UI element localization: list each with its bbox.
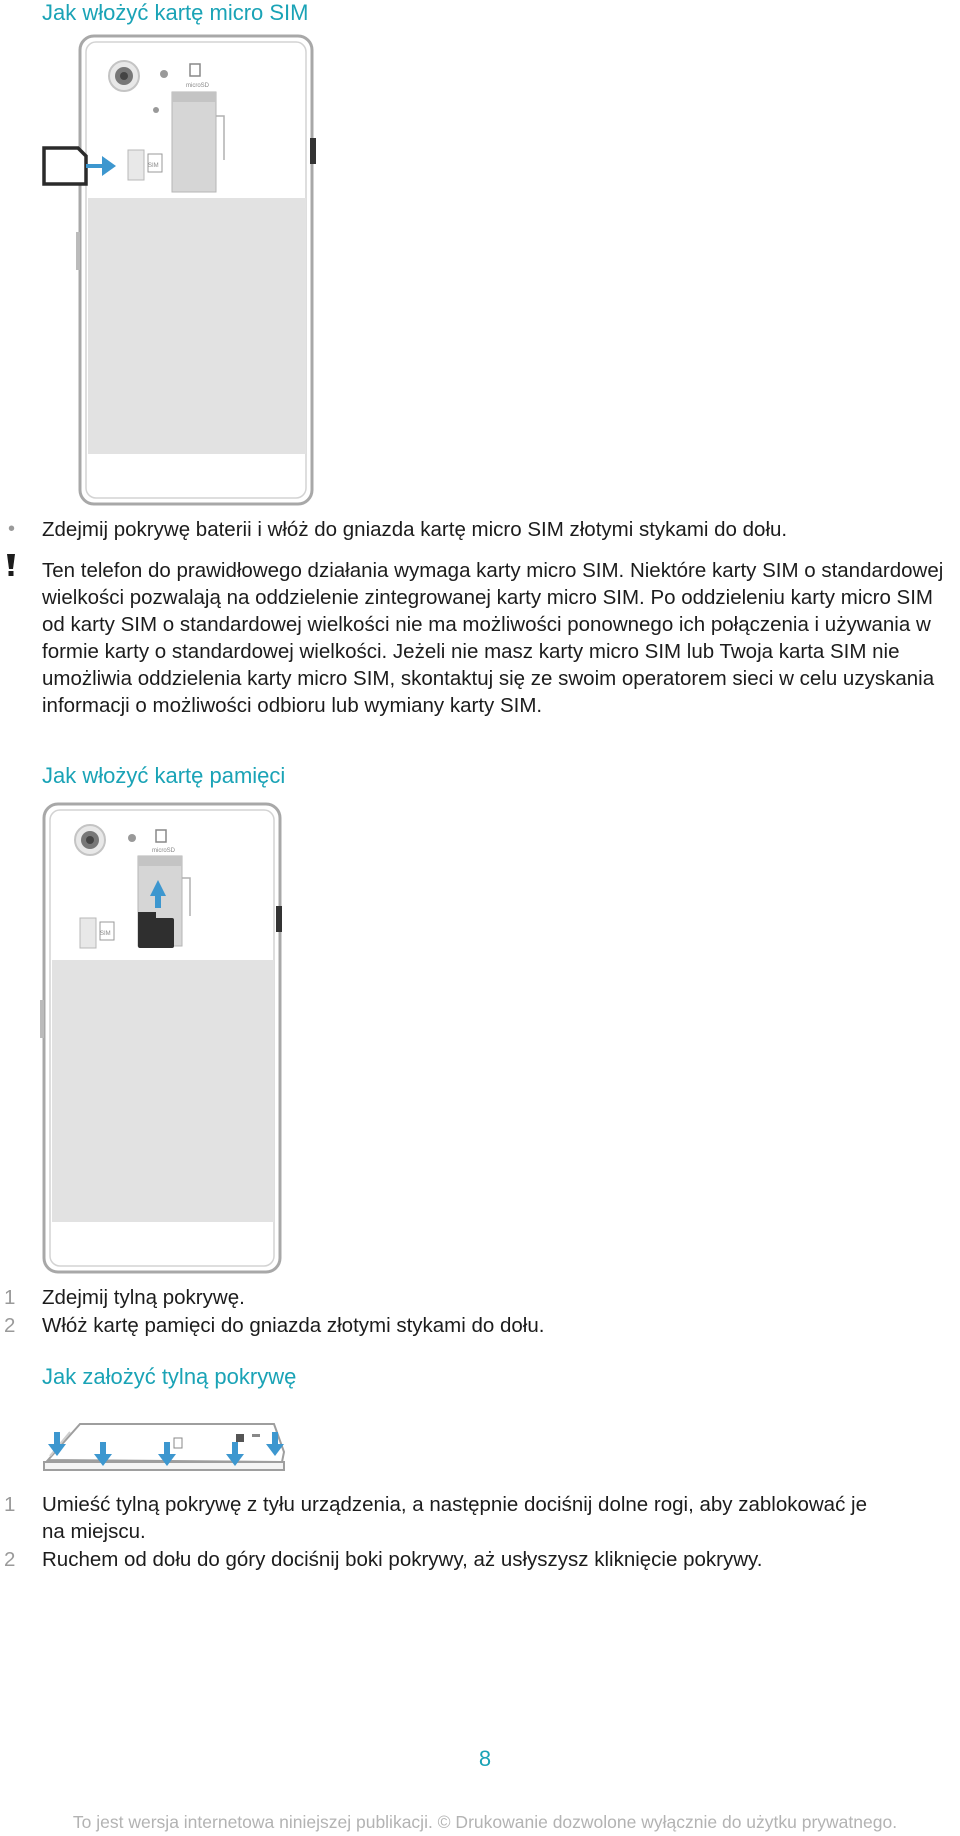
microsd-slot-label-2: microSD — [152, 848, 176, 854]
step-text: Ruchem od dołu do góry dociśnij boki pokrywy, aż usłyszysz kliknięcie pokrywy. — [42, 1548, 763, 1571]
illustration-insert-memory-card — [38, 800, 288, 1276]
step-number: 1 — [4, 1493, 16, 1516]
section-heading-memory-card: Jak włożyć kartę pamięci — [42, 763, 286, 788]
illustration-attach-back-cover — [40, 1412, 290, 1484]
section-heading-back-cover: Jak założyć tylną pokrywę — [42, 1364, 297, 1389]
step-text: Włóż kartę pamięci do gniazda złotymi stykami do dołu. — [42, 1314, 545, 1337]
warning-icon — [4, 553, 18, 577]
step-text: Umieść tylną pokrywę z tyłu urządzenia, a następnie dociśnij dolne rogi, aby zablokować je na miejscu. — [42, 1493, 867, 1543]
bullet-text-sim: Zdejmij pokrywę baterii i włóż do gniazda kartę micro SIM złotymi stykami do dołu. — [42, 518, 788, 541]
step-number: 2 — [4, 1548, 16, 1571]
sim-slot-label-2: SIM — [100, 931, 111, 937]
step-number: 1 — [4, 1286, 16, 1309]
footer-note: To jest wersja internetowa niniejszej publikacji. © Drukowanie dozwolone wyłącznie do użytku prywatnego. — [72, 1812, 898, 1832]
illustration-insert-sim — [40, 32, 320, 508]
section-heading-sim: Jak włożyć kartę micro SIM — [42, 0, 309, 25]
page-number: 8 — [478, 1746, 492, 1771]
step-text: Zdejmij tylną pokrywę. — [42, 1286, 245, 1309]
microsd-slot-label: microSD — [186, 83, 210, 89]
sim-slot-label: SIM — [148, 163, 159, 169]
bullet-marker: • — [8, 518, 16, 540]
warning-text: Ten telefon do prawidłowego działania wymaga karty micro SIM. Niektóre karty SIM o standardowej wielkości pozwalają na oddzielenie zintegrowanej karty micro SIM. Po oddzieleniu karty micro SIM od karty SIM o standardowej wielkości nie ma możliwości ponownego ich połączenia i używania w formie karty o standardowej wielkości. Jeżeli nie masz karty micro SIM lub Twoja karta SIM nie umożliwia oddzielenia karty micro SIM, skontaktuj się ze swoim operatorem sieci w celu uzyskania informacji o możliwości odbioru lub wymiany karty SIM. — [42, 559, 944, 717]
step-number: 2 — [4, 1314, 16, 1337]
